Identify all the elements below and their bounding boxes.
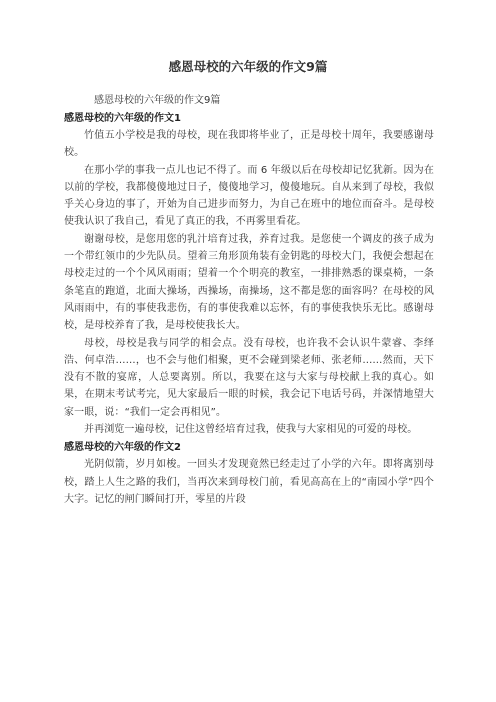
paragraph: 母校，母校是我与同学的相会点。没有母校，也许我不会认识牛蒙睿、李绎浩、何卓浩……，也不会与他们相聚，更不会碰到梁老师、张老师……然而，天下没有不散的宴席，人总要离别。所以，我要在这与大家与母校献上我的真心。如果，在期末考试考完，见大家最后一眼的时候，我会记下电话号码，并深情地望大家一眼，说：“我们一定会再相见”。 xyxy=(64,337,434,418)
document-subtitle: 感恩母校的六年级的作文9篇 xyxy=(94,95,221,106)
section-heading-2: 感恩母校的六年级的作文2 xyxy=(64,442,181,454)
paragraph: 谢谢母校，是您用您的乳汁培育过我，养育过我。是您使一个调皮的孩子成为一个带红领巾的少先队员。望着三角形顶角装有金钥匙的母校大门，我便会想起在母校走过的一个个风风雨雨；望着一个个明亮的教室，一排排熟悉的课桌椅，一条条笔直的跑道，北面大操场，西操场，南操场，这不都是您的面容吗？在母校的风风雨雨中，有的事使我悲伤，有的事使我难以忘怀，有的事使我快乐无比。感谢母校，是母校养育了我，是母校使我长大。 xyxy=(64,233,434,332)
paragraph: 竹值五小学校是我的母校，现在我即将毕业了，正是母校十周年，我要感谢母校。 xyxy=(64,130,434,159)
document-body xyxy=(64,93,434,508)
page-title: 感恩母校的六年级的作文9篇 xyxy=(168,59,328,74)
paragraph: 光阴似箭，岁月如梭。一回头才发现竟然已经走过了小学的六年。即将离别母校，踏上人生之路的我们，当再次来到母校门前，看见高高在上的“南园小学”四个大字。记忆的闸门瞬间打开，零星的片段 xyxy=(64,459,434,505)
paragraph: 在那小学的事我一点儿也记不得了。而 6 年级以后在母校却记忆犹新。因为在以前的学校，我都傻傻地过日子，傻傻地学习，傻傻地玩。自从来到了母校，我似乎关心身边的事了，开始为自己进步而努力，为自己在班中的地位而奋斗。是母校使我认识了我自己，看见了真正的我，不再雾里看花。 xyxy=(64,164,434,228)
section-heading-1: 感恩母校的六年级的作文1 xyxy=(64,113,181,124)
paragraph: 并再浏览一遍母校，记住这曾经培育过我，使我与大家相见的可爱的母校。 xyxy=(84,424,418,436)
